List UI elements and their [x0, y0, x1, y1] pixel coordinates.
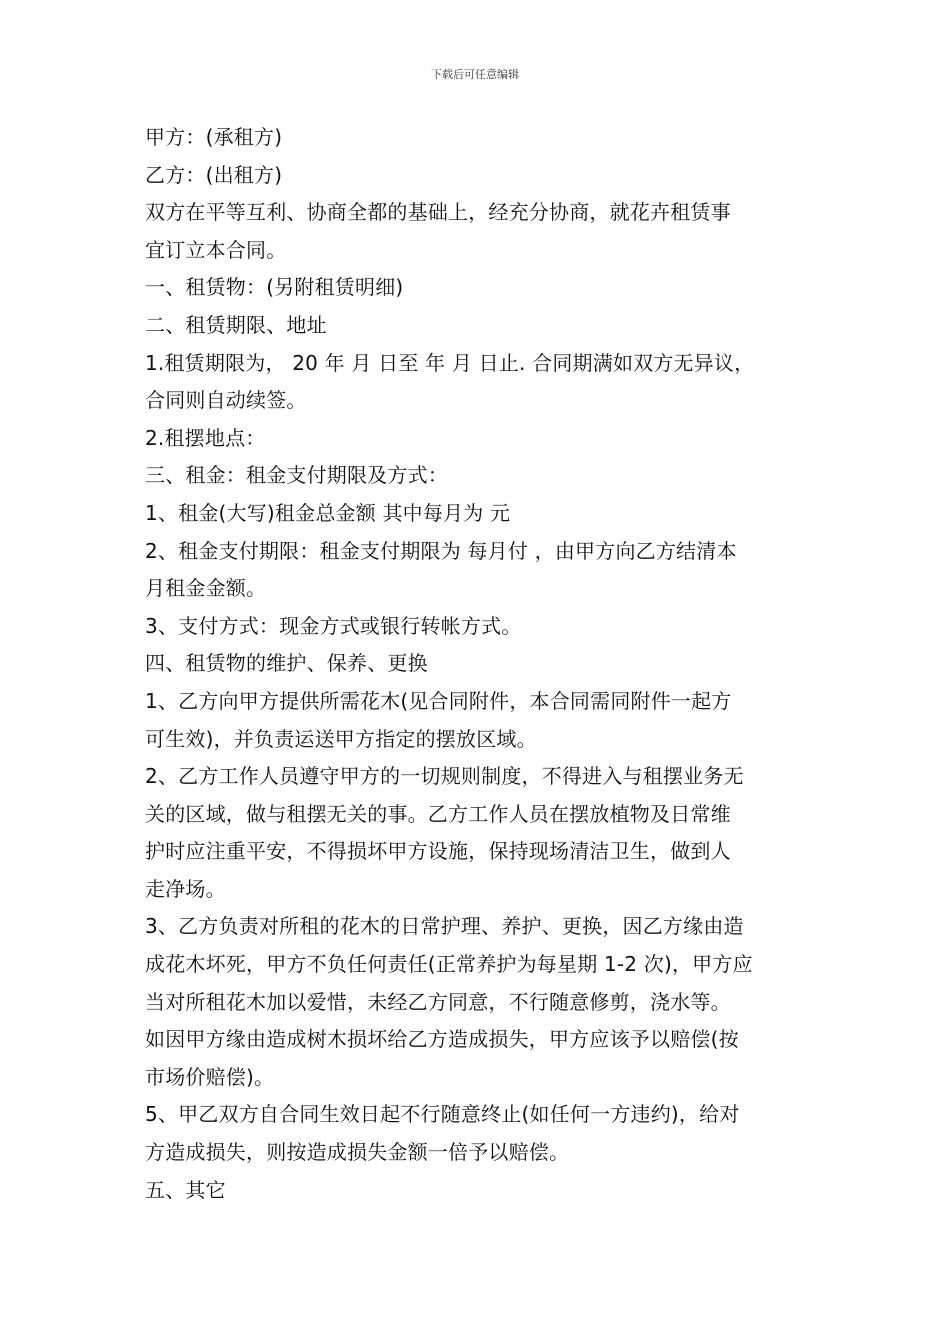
text-line: 双方在平等互利、协商全都的基础上，经充分协商，就花卉租赁事 — [145, 200, 731, 225]
text-line: 3、乙方负责对所租的花木的日常护理、养护、更换，因乙方缘由造 — [145, 914, 744, 939]
text-line: 5、甲乙双方自合同生效日起不行随意终止(如任何一方违约)，给对 — [145, 1102, 740, 1127]
text-line: 1、乙方向甲方提供所需花木(见合同附件，本合同需同附件一起方 — [145, 688, 732, 713]
text-line: 方造成损失，则按造成损失金额一倍予以赔偿。 — [145, 1140, 570, 1165]
text-line: 2、乙方工作人员遵守甲方的一切规则制度，不得进入与租摆业务无 — [145, 764, 744, 789]
text-line: 市场价赔偿)。 — [145, 1064, 275, 1089]
text-line: 可生效)，并负责运送甲方指定的摆放区域。 — [145, 726, 537, 751]
text-line: 关的区域，做与租摆无关的事。乙方工作人员在摆放植物及日常维 — [145, 801, 731, 826]
text-line: 如因甲方缘由造成树木损坏给乙方造成损失，甲方应该予以赔偿(按 — [145, 1027, 739, 1052]
page-header: 下载后可任意编辑 — [431, 68, 519, 81]
text-line: 乙方：(出租方) — [145, 162, 283, 187]
document-body — [145, 119, 825, 1209]
section-heading: 四、租赁物的维护、保养、更换 — [145, 651, 428, 676]
text-line: 2、租金支付期限：租金支付期限为 每月付 ，由甲方向乙方结清本 — [145, 538, 737, 563]
text-line: 月租金金额。 — [145, 576, 267, 601]
text-line: 3、支付方式：现金方式或银行转帐方式。 — [145, 613, 522, 638]
text-line: 1.租赁期限为， 20 年 月 日至 年 月 日止. 合同期满如双方无异议， — [145, 350, 755, 375]
text-line: 甲方：(承租方) — [145, 125, 283, 149]
text-line: 护时应注重平安，不得损坏甲方设施，保持现场清洁卫生，做到人 — [145, 839, 731, 864]
section-heading: 三、租金：租金支付期限及方式： — [145, 463, 448, 488]
text-line: 1、租金(大写)租金总金额 其中每月为 元 — [145, 500, 511, 525]
text-line: 成花木坏死，甲方不负任何责任(正常养护为每星期 1-2 次)，甲方应 — [145, 952, 753, 977]
section-heading: 五、其它 — [145, 1177, 226, 1202]
text-line: 走净场。 — [145, 876, 226, 901]
text-line: 2.租摆地点： — [145, 425, 266, 450]
text-line: 宜订立本合同。 — [145, 237, 287, 262]
text-line: 当对所租花木加以爱惜，未经乙方同意，不行随意修剪，浇水等。 — [145, 989, 731, 1014]
text-line: 合同则自动续签。 — [145, 388, 307, 413]
section-heading: 一、租赁物：(另附租赁明细) — [145, 275, 404, 300]
section-heading: 二、租赁期限、地址 — [145, 312, 327, 337]
